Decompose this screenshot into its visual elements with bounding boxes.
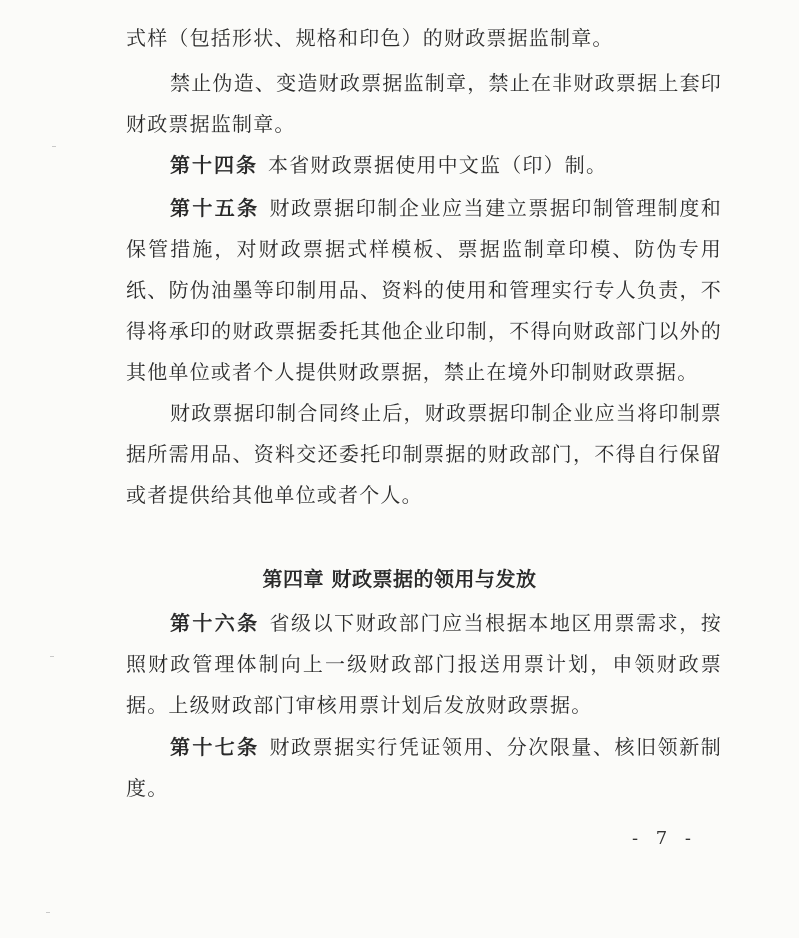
paragraph-continuation: 式样（包括形状、规格和印色）的财政票据监制章。 bbox=[126, 26, 614, 50]
chapter-heading: 第四章 财政票据的领用与发放 bbox=[262, 567, 537, 591]
article-number: 第十六条 bbox=[170, 611, 260, 635]
article-text: 本省财政票据使用中文监（印）制。 bbox=[268, 153, 608, 177]
article-number: 第十五条 bbox=[170, 196, 260, 220]
article-text: 财政票据印制企业应当建立票据印制管理制度和保管措施，对财政票据式样模板、票据监制章印模、防伪专用纸、防伪油墨等印制用品、资料的使用和管理实行专人负责，不得将承印的财政票据委托其他企业印制，不得向财政部门以外的其他单位或者个人提供财政票据，禁止在境外印制财政票据。 bbox=[126, 196, 722, 384]
scan-speck bbox=[46, 912, 50, 913]
article-number: 第十四条 bbox=[170, 153, 258, 177]
scan-speck bbox=[50, 656, 54, 657]
article-14 bbox=[126, 145, 722, 186]
article-16 bbox=[126, 603, 722, 726]
article-text: 财政票据实行凭证领用、分次限量、核旧领新制度。 bbox=[126, 735, 722, 800]
article-number: 第十七条 bbox=[170, 735, 260, 759]
scan-speck bbox=[52, 146, 56, 147]
article-17 bbox=[126, 727, 722, 809]
paragraph-seal-prohibition: 禁止伪造、变造财政票据监制章，禁止在非财政票据上套印财政票据监制章。 bbox=[126, 71, 722, 136]
article-text: 省级以下财政部门应当根据本地区用票需求，按照财政管理体制向上一级财政部门报送用票计划，申领财政票据。上级财政部门审核用票计划后发放财政票据。 bbox=[126, 611, 722, 717]
page-number: - 7 - bbox=[631, 828, 697, 849]
article-15 bbox=[126, 188, 722, 393]
paragraph-contract-termination: 财政票据印制合同终止后，财政票据印制企业应当将印制票据所需用品、资料交还委托印制票据的财政部门，不得自行保留或者提供给其他单位或者个人。 bbox=[126, 401, 722, 507]
